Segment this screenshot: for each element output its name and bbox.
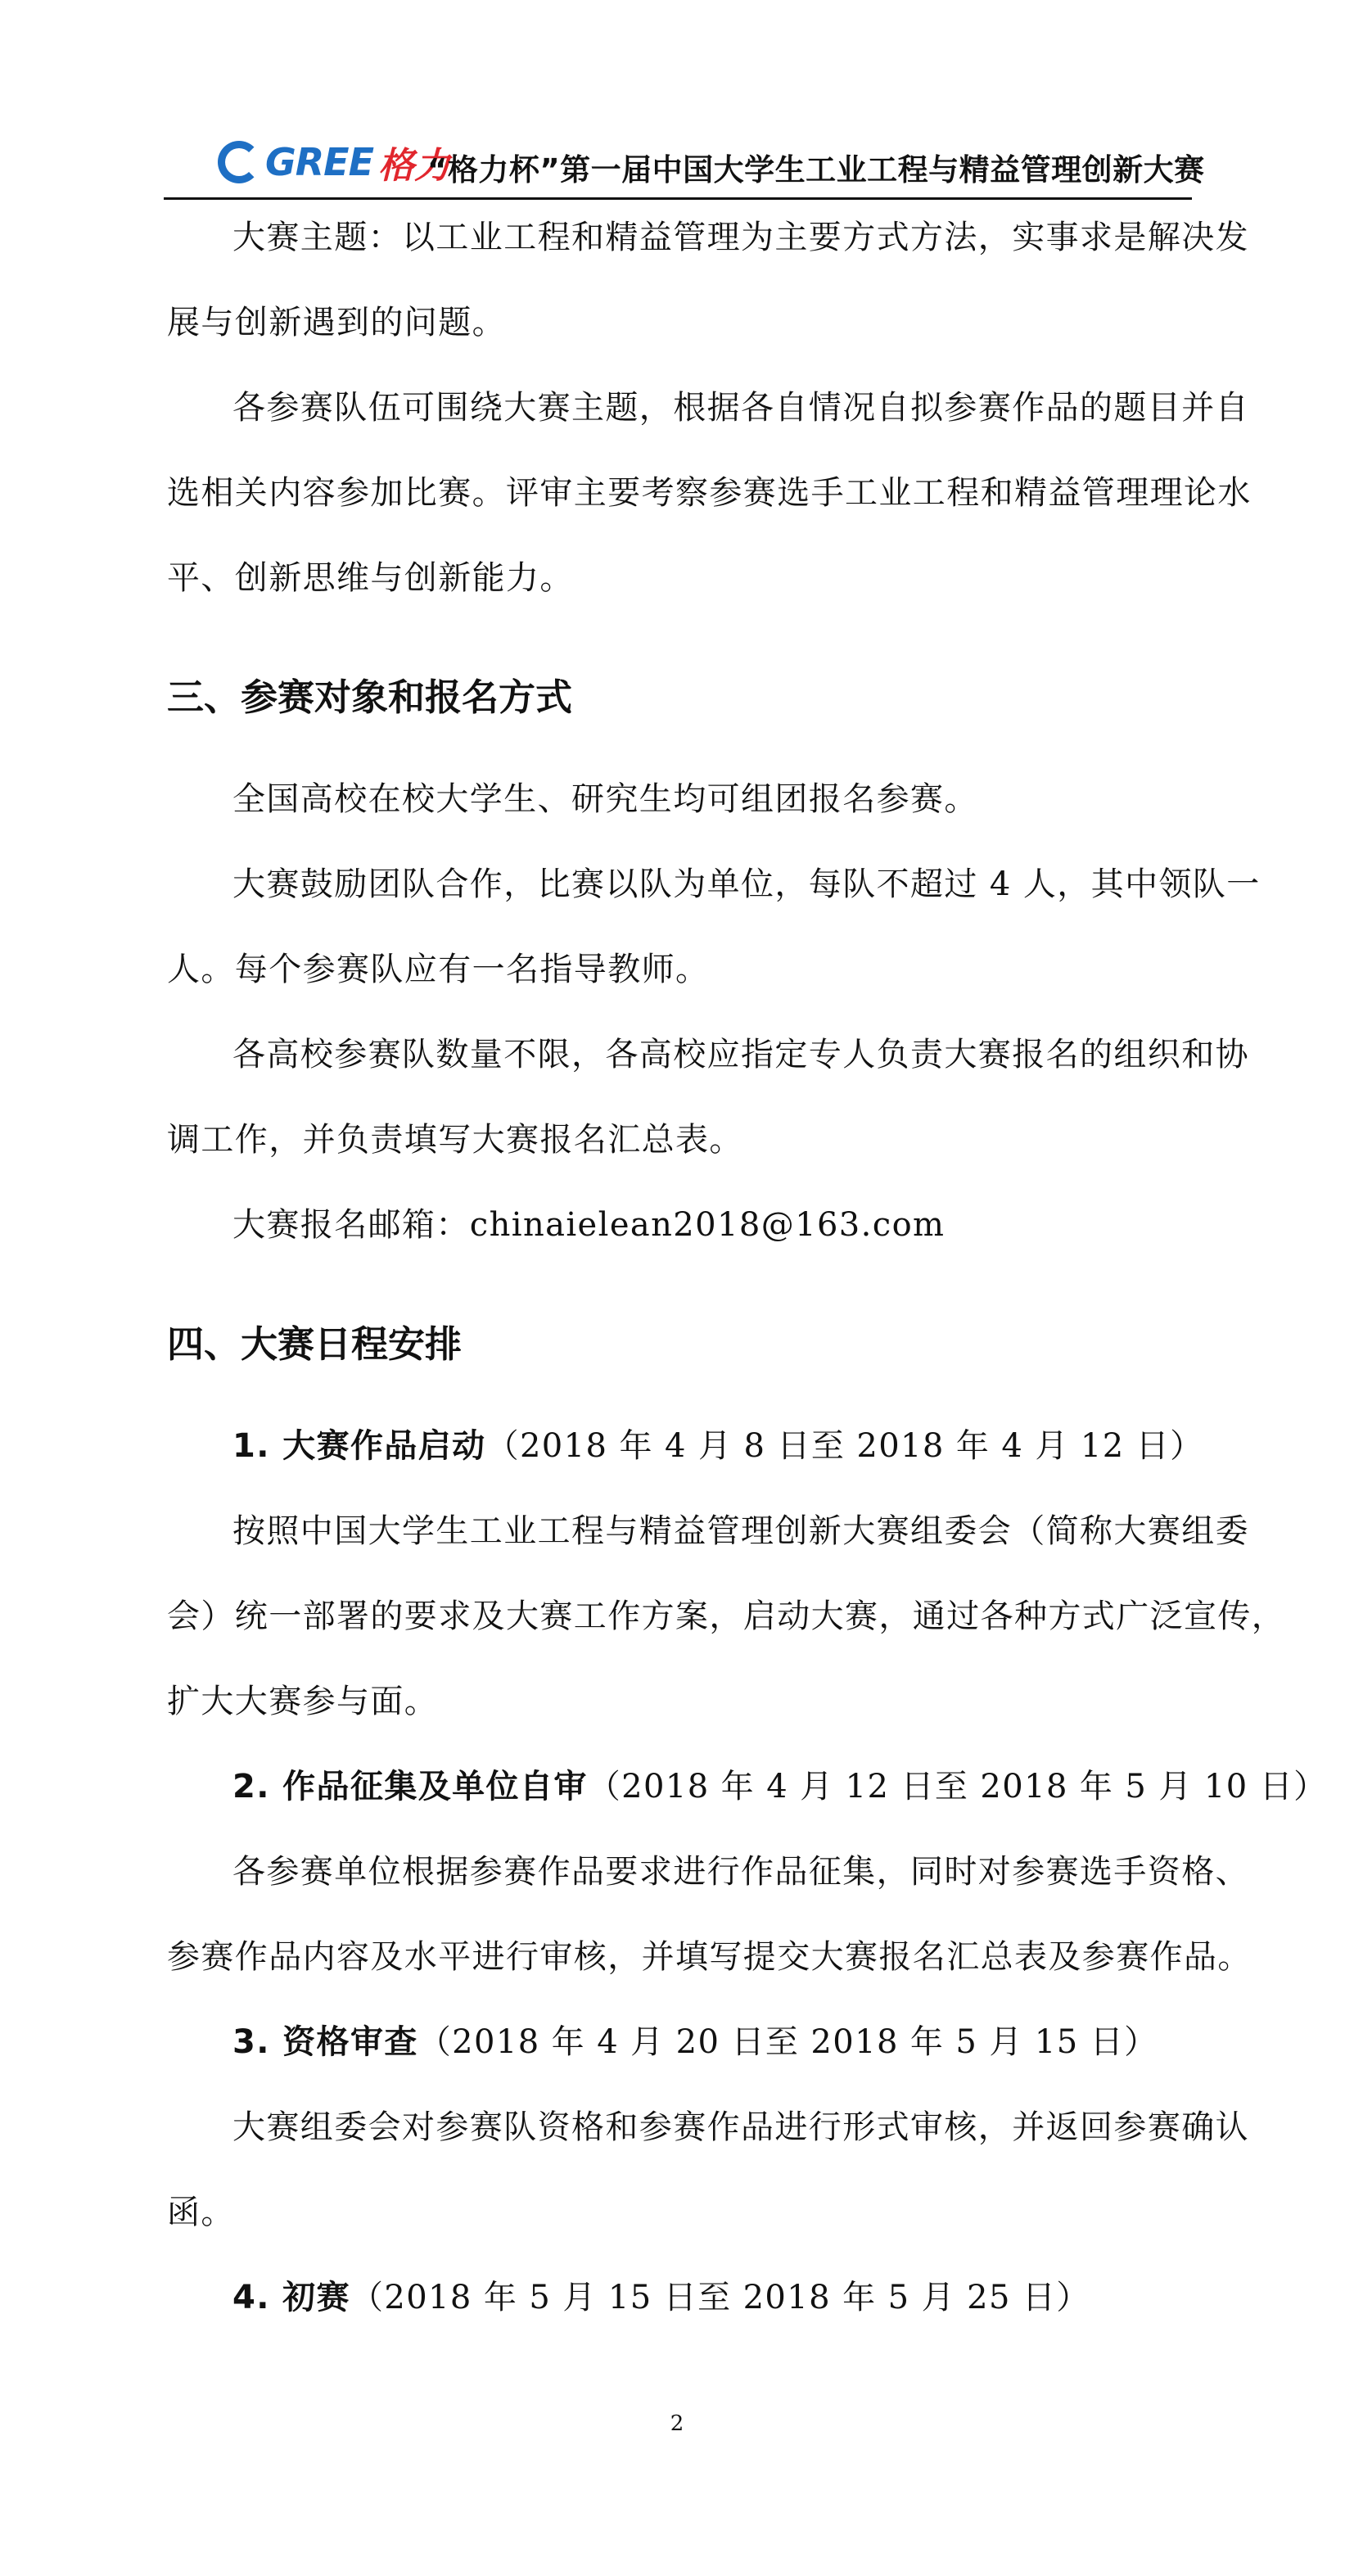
gree-logo-mark-icon [218,141,260,183]
schedule-item-4 [232,2255,1256,2340]
intro-line-2: 选相关内容参加比赛。评审主要考察参赛选手工业工程和精益管理理论水 [167,474,1252,512]
logo-text: GREE [265,140,374,184]
schedule-item-2 [232,1744,1328,1829]
item-1-line-1: 按照中国大学生工业工程与精益管理创新大赛组委会（简称大赛组委 [232,1512,1249,1550]
item-3-line-2: 函。 [167,2194,235,2231]
item-2-date: （2018 年 4 月 12 日至 2018 年 5 月 10 日） [587,1768,1328,1805]
gree-logo [218,133,450,191]
theme-line-1: 大赛主题：以工业工程和精益管理为主要方式方法，实事求是解决发 [232,219,1249,256]
item-2-line-1: 各参赛单位根据参赛作品要求进行作品征集，同时对参赛选手资格、 [232,1853,1249,1891]
page-header [164,127,1205,201]
s3-paragraph-2-line-1: 大赛鼓励团队合作，比赛以队为单位，每队不超过 4 人，其中领队一 [232,865,1261,903]
item-2-line-2: 参赛作品内容及水平进行审核，并填写提交大赛报名汇总表及参赛作品。 [167,1938,1252,1976]
schedule-item-1 [232,1403,1256,1489]
item-3-line-1: 大赛组委会对参赛队资格和参赛作品进行形式审核，并返回参赛确认 [232,2108,1249,2146]
section-3-heading: 三、参赛对象和报名方式 [167,676,573,719]
item-1-line-3: 扩大大赛参与面。 [167,1683,439,1720]
item-1-date: （2018 年 4 月 8 日至 2018 年 4 月 12 日） [485,1427,1204,1465]
intro-line-3: 平、创新思维与创新能力。 [167,559,574,597]
s3-paragraph-3-line-2: 调工作，并负责填写大赛报名汇总表。 [167,1121,743,1159]
item-3-title: 3. 资格审查 [232,2023,418,2061]
schedule-item-3 [232,2000,1256,2085]
item-2-title: 2. 作品征集及单位自审 [232,1768,588,1805]
s3-paragraph-2-line-2: 人。每个参赛队应有一名指导教师。 [167,951,710,988]
theme-line-2: 展与创新遇到的问题。 [167,304,506,341]
item-4-date: （2018 年 5 月 15 日至 2018 年 5 月 25 日） [350,2279,1090,2316]
item-3-date: （2018 年 4 月 20 日至 2018 年 5 月 15 日） [417,2023,1158,2061]
item-1-title: 1. 大赛作品启动 [232,1427,486,1465]
item-4-title: 4. 初赛 [232,2279,350,2316]
page-number: 2 [670,2411,684,2436]
item-1-line-2: 会）统一部署的要求及大赛工作方案，启动大赛，通过各种方式广泛宣传， [167,1598,1286,1635]
logo-script: 格力 [378,145,451,187]
section-4-heading: 四、大赛日程安排 [167,1322,463,1366]
s3-paragraph-1: 全国高校在校大学生、研究生均可组团报名参赛。 [232,780,978,818]
header-title: “格力杯”第一届中国大学生工业工程与精益管理创新大赛 [427,152,1205,188]
s3-paragraph-3-line-1: 各高校参赛队数量不限，各高校应指定专人负责大赛报名的组织和协 [232,1036,1249,1073]
intro-line-1: 各参赛队伍可围绕大赛主题，根据各自情况自拟参赛作品的题目并自 [232,389,1249,427]
registration-email: 大赛报名邮箱：chinaielean2018@163.com [232,1206,946,1244]
